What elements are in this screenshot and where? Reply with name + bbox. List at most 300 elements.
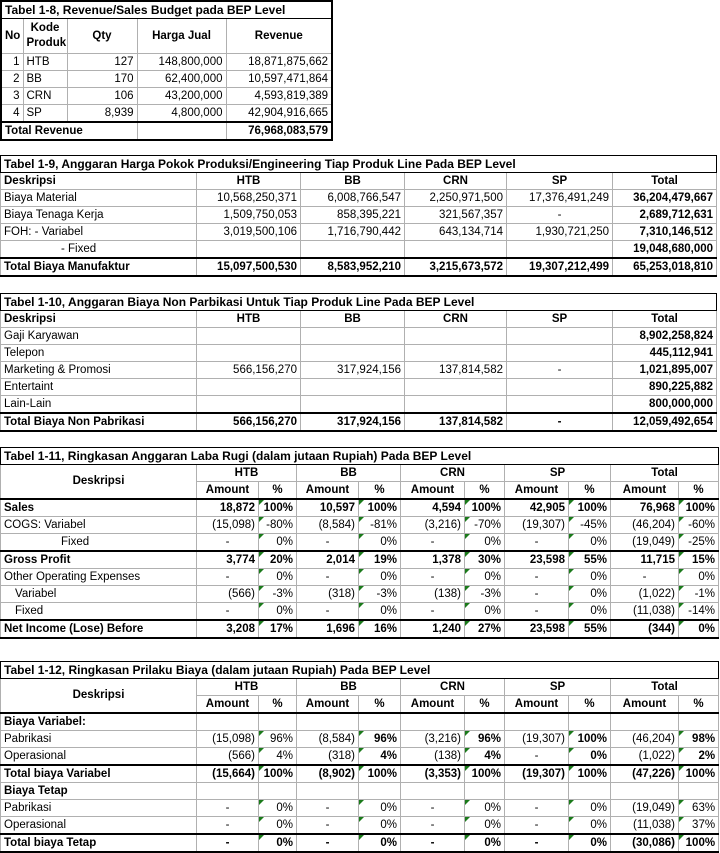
group-header: Total <box>611 679 719 696</box>
cell: - <box>297 534 359 552</box>
col-header: BB <box>301 311 405 328</box>
cell: (15,098) <box>197 517 259 534</box>
cell: 19% <box>359 551 401 569</box>
sub-header: % <box>569 482 611 500</box>
sub-header: % <box>465 696 505 714</box>
cell: 16% <box>359 620 401 638</box>
cell: 8,939 <box>67 105 137 123</box>
row-label: COGS: Variabel <box>1 517 197 534</box>
row-label: Marketing & Promosi <box>1 362 197 379</box>
cell: 7,310,146,512 <box>613 224 717 241</box>
cell: (3,216) <box>401 517 465 534</box>
cell: 19,048,680,000 <box>613 241 717 259</box>
cell: 0% <box>569 569 611 586</box>
cell: - <box>505 817 569 835</box>
cell: 858,395,221 <box>301 207 405 224</box>
cell: 0% <box>679 569 719 586</box>
cell: 0% <box>569 586 611 603</box>
cell: 30% <box>465 551 505 569</box>
col-header: SP <box>507 173 613 190</box>
row-label: Net Income (Lose) Before <box>1 620 197 638</box>
sub-header: % <box>359 696 401 714</box>
cell: -3% <box>465 586 505 603</box>
cell: 96% <box>359 731 401 748</box>
sub-header: % <box>259 482 297 500</box>
cell: (318) <box>297 586 359 603</box>
cell: (46,204) <box>611 517 679 534</box>
cell: - <box>505 569 569 586</box>
cell: -81% <box>359 517 401 534</box>
cell: 100% <box>679 765 719 783</box>
cell: HTB <box>23 54 67 71</box>
table-row <box>1 207 717 224</box>
total-row <box>1 834 719 852</box>
cell: 1,509,750,053 <box>197 207 301 224</box>
cell: (566) <box>197 586 259 603</box>
subtotal-row <box>1 765 719 783</box>
total-row <box>1 413 717 431</box>
cell: 10,597 <box>297 499 359 517</box>
cell: (1,022) <box>611 748 679 766</box>
cell: 2,014 <box>297 551 359 569</box>
cell: - <box>507 413 613 431</box>
cell: - <box>401 817 465 835</box>
section-row <box>1 713 719 731</box>
cell: 42,904,916,665 <box>226 105 332 123</box>
cell: (318) <box>297 748 359 766</box>
cell: 17% <box>259 620 297 638</box>
group-header: SP <box>505 679 611 696</box>
cell: -80% <box>259 517 297 534</box>
cell: 0% <box>259 834 297 852</box>
group-header: HTB <box>197 679 297 696</box>
row-label: Total Biaya Non Pabrikasi <box>1 413 197 431</box>
cell: - <box>505 603 569 621</box>
cell: 170 <box>67 71 137 88</box>
cell: 100% <box>259 499 297 517</box>
total-row <box>1 258 717 276</box>
table-row <box>1 379 717 396</box>
cell: - <box>197 534 259 552</box>
cell: -70% <box>465 517 505 534</box>
row-label: Pabrikasi <box>1 800 197 817</box>
cell: 27% <box>465 620 505 638</box>
sub-header: Amount <box>505 482 569 500</box>
cell: - <box>297 834 359 852</box>
table-title: Tabel 1-10, Anggaran Biaya Non Parbikasi Untuk Tiap Produk Line Pada BEP Level <box>1 294 717 311</box>
cell: 1,240 <box>401 620 465 638</box>
cell: 0% <box>359 534 401 552</box>
cell: 3,215,673,572 <box>405 258 507 276</box>
cell: 18,872 <box>197 499 259 517</box>
col-header: Deskripsi <box>1 311 197 328</box>
cell: 100% <box>569 765 611 783</box>
group-header: BB <box>297 465 401 482</box>
cell: 0% <box>259 534 297 552</box>
row-label: Total biaya Tetap <box>1 834 197 852</box>
row-label: Lain-Lain <box>1 396 197 414</box>
sub-header: Amount <box>505 696 569 714</box>
table-1-12 <box>0 661 719 853</box>
sub-header: % <box>679 482 719 500</box>
row-label: Gross Profit <box>1 551 197 569</box>
cell: 76,968 <box>611 499 679 517</box>
cell: 100% <box>569 731 611 748</box>
cell: 2,689,712,631 <box>613 207 717 224</box>
sub-header: % <box>679 696 719 714</box>
cell: 800,000,000 <box>613 396 717 414</box>
cell: - <box>507 362 613 379</box>
cell: 317,924,156 <box>301 362 405 379</box>
cell: (1,022) <box>611 586 679 603</box>
col-header: Revenue <box>226 19 332 54</box>
cell: - <box>401 834 465 852</box>
col-header: BB <box>301 173 405 190</box>
cell: 98% <box>679 731 719 748</box>
sub-header: Amount <box>197 696 259 714</box>
cell: - <box>297 817 359 835</box>
cell: 4,594 <box>401 499 465 517</box>
cell: 10,568,250,371 <box>197 190 301 207</box>
cell: (19,307) <box>505 765 569 783</box>
cell: 6,008,766,547 <box>301 190 405 207</box>
col-header: HTB <box>197 311 301 328</box>
cell: (3,353) <box>401 765 465 783</box>
cell: (8,584) <box>297 731 359 748</box>
cell: 0% <box>359 800 401 817</box>
cell: 12,059,492,654 <box>613 413 717 431</box>
cell: 100% <box>679 834 719 852</box>
cell: - <box>401 603 465 621</box>
table-1-11 <box>0 447 719 639</box>
sub-header: Amount <box>197 482 259 500</box>
cell: (566) <box>197 748 259 766</box>
cell: 137,814,582 <box>405 413 507 431</box>
cell: - <box>505 748 569 766</box>
cell: 2,250,971,500 <box>405 190 507 207</box>
sub-header: Amount <box>401 696 465 714</box>
cell: (138) <box>401 586 465 603</box>
cell: 1,930,721,250 <box>507 224 613 241</box>
cell: (11,038) <box>611 603 679 621</box>
table-row <box>1 748 719 766</box>
section-label: Biaya Variabel: <box>1 713 197 731</box>
col-header: Deskripsi <box>1 465 197 500</box>
group-header: CRN <box>401 679 505 696</box>
cell: 0% <box>465 534 505 552</box>
cell: (11,038) <box>611 817 679 835</box>
total-label: Total Revenue <box>1 122 137 140</box>
table-row <box>1 551 719 569</box>
group-header: BB <box>297 679 401 696</box>
cell: 100% <box>465 765 505 783</box>
cell: 127 <box>67 54 137 71</box>
cell: 3,774 <box>197 551 259 569</box>
cell: 0% <box>465 834 505 852</box>
group-header: SP <box>505 465 611 482</box>
cell: 36,204,479,667 <box>613 190 717 207</box>
group-header: Total <box>611 465 719 482</box>
table-row <box>1 88 332 105</box>
cell: 3 <box>1 88 23 105</box>
cell: 100% <box>259 765 297 783</box>
row-label: Fixed <box>1 603 197 621</box>
cell: 55% <box>569 620 611 638</box>
cell: 0% <box>569 534 611 552</box>
cell: -60% <box>679 517 719 534</box>
cell: 100% <box>359 765 401 783</box>
sub-header: Amount <box>611 482 679 500</box>
cell: (15,664) <box>197 765 259 783</box>
col-header: No <box>1 19 23 54</box>
row-label: Sales <box>1 499 197 517</box>
cell: 0% <box>569 834 611 852</box>
cell: - <box>197 569 259 586</box>
row-label: Biaya Material <box>1 190 197 207</box>
cell: 0% <box>569 800 611 817</box>
cell: 317,924,156 <box>301 413 405 431</box>
row-label: Fixed <box>1 534 197 552</box>
cell: - <box>197 834 259 852</box>
cell: 63% <box>679 800 719 817</box>
cell: 1,021,895,007 <box>613 362 717 379</box>
cell: 4,800,000 <box>137 105 226 123</box>
cell: - <box>197 800 259 817</box>
row-label: Gaji Karyawan <box>1 328 197 345</box>
cell: 0% <box>259 569 297 586</box>
cell: 42,905 <box>505 499 569 517</box>
cell: SP <box>23 105 67 123</box>
cell: 4% <box>465 748 505 766</box>
cell: 643,134,714 <box>405 224 507 241</box>
table-row <box>1 241 717 259</box>
table-title: Tabel 1-8, Revenue/Sales Budget pada BEP Level <box>1 1 332 19</box>
cell: 11,715 <box>611 551 679 569</box>
col-header: Qty <box>67 19 137 54</box>
row-label: Total Biaya Manufaktur <box>1 258 197 276</box>
cell: 2% <box>679 748 719 766</box>
cell: 3,019,500,106 <box>197 224 301 241</box>
cell: (30,086) <box>611 834 679 852</box>
cell: 17,376,491,249 <box>507 190 613 207</box>
cell: 0% <box>359 569 401 586</box>
cell: - <box>297 569 359 586</box>
sub-header: % <box>465 482 505 500</box>
row-label: Total biaya Variabel <box>1 765 197 783</box>
cell: -25% <box>679 534 719 552</box>
cell: - <box>197 817 259 835</box>
table-title: Tabel 1-11, Ringkasan Anggaran Laba Rugi (dalam jutaan Rupiah) Pada BEP Level <box>1 448 719 465</box>
cell: 23,598 <box>505 551 569 569</box>
col-header: CRN <box>405 173 507 190</box>
cell: 321,567,357 <box>405 207 507 224</box>
table-1-10 <box>0 293 717 432</box>
cell: -3% <box>359 586 401 603</box>
col-header: Harga Jual <box>137 19 226 54</box>
table-row <box>1 224 717 241</box>
cell: 23,598 <box>505 620 569 638</box>
cell: CRN <box>23 88 67 105</box>
col-header: CRN <box>405 311 507 328</box>
table-row <box>1 586 719 603</box>
cell: 0% <box>569 603 611 621</box>
cell: 4 <box>1 105 23 123</box>
cell: -1% <box>679 586 719 603</box>
table-1-9 <box>0 155 717 277</box>
cell: (46,204) <box>611 731 679 748</box>
cell: 15% <box>679 551 719 569</box>
col-header: Deskripsi <box>1 173 197 190</box>
cell: 566,156,270 <box>197 362 301 379</box>
cell: - <box>401 569 465 586</box>
cell: 3,208 <box>197 620 259 638</box>
table-row <box>1 817 719 835</box>
cell: (47,226) <box>611 765 679 783</box>
cell: -14% <box>679 603 719 621</box>
table-row <box>1 190 717 207</box>
cell: 445,112,941 <box>613 345 717 362</box>
cell: 1,378 <box>401 551 465 569</box>
cell: 96% <box>465 731 505 748</box>
cell: 0% <box>465 800 505 817</box>
cell: 566,156,270 <box>197 413 301 431</box>
cell: 4% <box>359 748 401 766</box>
cell: - <box>505 586 569 603</box>
sub-header: Amount <box>401 482 465 500</box>
cell: (344) <box>611 620 679 638</box>
sub-header: Amount <box>297 482 359 500</box>
cell: 65,253,018,810 <box>613 258 717 276</box>
section-label: Biaya Tetap <box>1 783 197 800</box>
cell: 148,800,000 <box>137 54 226 71</box>
sub-header: % <box>259 696 297 714</box>
cell: 4,593,819,389 <box>226 88 332 105</box>
table-row <box>1 362 717 379</box>
cell: (3,216) <box>401 731 465 748</box>
cell: 100% <box>359 499 401 517</box>
sub-header: % <box>359 482 401 500</box>
table-row <box>1 800 719 817</box>
cell: 100% <box>465 499 505 517</box>
cell: 106 <box>67 88 137 105</box>
cell: 96% <box>259 731 297 748</box>
group-header: HTB <box>197 465 297 482</box>
table-row <box>1 396 717 414</box>
table-row <box>1 603 719 621</box>
table-row <box>1 499 719 517</box>
cell: - <box>297 603 359 621</box>
row-label: Biaya Tenaga Kerja <box>1 207 197 224</box>
cell: -3% <box>259 586 297 603</box>
cell: 0% <box>569 817 611 835</box>
cell: - <box>401 800 465 817</box>
row-label: Operasional <box>1 748 197 766</box>
col-header: HTB <box>197 173 301 190</box>
cell: 100% <box>679 499 719 517</box>
cell: 100% <box>569 499 611 517</box>
row-label: Telepon <box>1 345 197 362</box>
cell: 0% <box>259 817 297 835</box>
cell: (8,902) <box>297 765 359 783</box>
row-label: Other Operating Expenses <box>1 569 197 586</box>
cell: - <box>505 534 569 552</box>
cell: 1,696 <box>297 620 359 638</box>
total-row <box>1 620 719 638</box>
sub-header: Amount <box>297 696 359 714</box>
table-1-8 <box>0 0 333 141</box>
cell: 0% <box>359 603 401 621</box>
cell: - <box>197 603 259 621</box>
cell: - <box>507 207 613 224</box>
cell: (19,307) <box>505 517 569 534</box>
section-row <box>1 783 719 800</box>
cell: (19,049) <box>611 800 679 817</box>
table-row <box>1 328 717 345</box>
cell: 43,200,000 <box>137 88 226 105</box>
row-label: Operasional <box>1 817 197 835</box>
sub-header: % <box>569 696 611 714</box>
cell: 8,902,258,824 <box>613 328 717 345</box>
cell: - <box>505 834 569 852</box>
row-label: Pabrikasi <box>1 731 197 748</box>
cell: -45% <box>569 517 611 534</box>
total-row <box>1 122 332 140</box>
cell: (19,307) <box>505 731 569 748</box>
cell: 37% <box>679 817 719 835</box>
cell: 8,583,952,210 <box>301 258 405 276</box>
cell: - <box>401 534 465 552</box>
cell: 55% <box>569 551 611 569</box>
group-header: CRN <box>401 465 505 482</box>
table-row <box>1 54 332 71</box>
row-label: Entertaint <box>1 379 197 396</box>
cell: 0% <box>259 800 297 817</box>
table-title: Tabel 1-12, Ringkasan Prilaku Biaya (dalam jutaan Rupiah) Pada BEP Level <box>1 662 719 679</box>
cell: - <box>611 569 679 586</box>
cell: (19,049) <box>611 534 679 552</box>
total-value: 76,968,083,579 <box>226 122 332 140</box>
table-row <box>1 569 719 586</box>
cell: 890,225,882 <box>613 379 717 396</box>
cell: 0% <box>259 603 297 621</box>
cell: 0% <box>465 603 505 621</box>
table-title: Tabel 1-9, Anggaran Harga Pokok Produksi/Engineering Tiap Produk Line Pada BEP Level <box>1 156 717 173</box>
row-label: FOH: - Variabel <box>1 224 197 241</box>
cell: (138) <box>401 748 465 766</box>
table-row <box>1 345 717 362</box>
row-label: Variabel <box>1 586 197 603</box>
cell: 62,400,000 <box>137 71 226 88</box>
table-row <box>1 71 332 88</box>
table-row <box>1 105 332 123</box>
cell: 10,597,471,864 <box>226 71 332 88</box>
cell: BB <box>23 71 67 88</box>
cell: (15,098) <box>197 731 259 748</box>
cell: 1,716,790,442 <box>301 224 405 241</box>
col-header: SP <box>507 311 613 328</box>
sub-header: Amount <box>611 696 679 714</box>
col-header: Total <box>613 173 717 190</box>
cell: 19,307,212,499 <box>507 258 613 276</box>
table-row <box>1 517 719 534</box>
cell: 18,871,875,662 <box>226 54 332 71</box>
cell: 0% <box>359 834 401 852</box>
cell: - <box>505 800 569 817</box>
cell: 0% <box>465 569 505 586</box>
cell: 0% <box>359 817 401 835</box>
cell: 137,814,582 <box>405 362 507 379</box>
cell: 2 <box>1 71 23 88</box>
